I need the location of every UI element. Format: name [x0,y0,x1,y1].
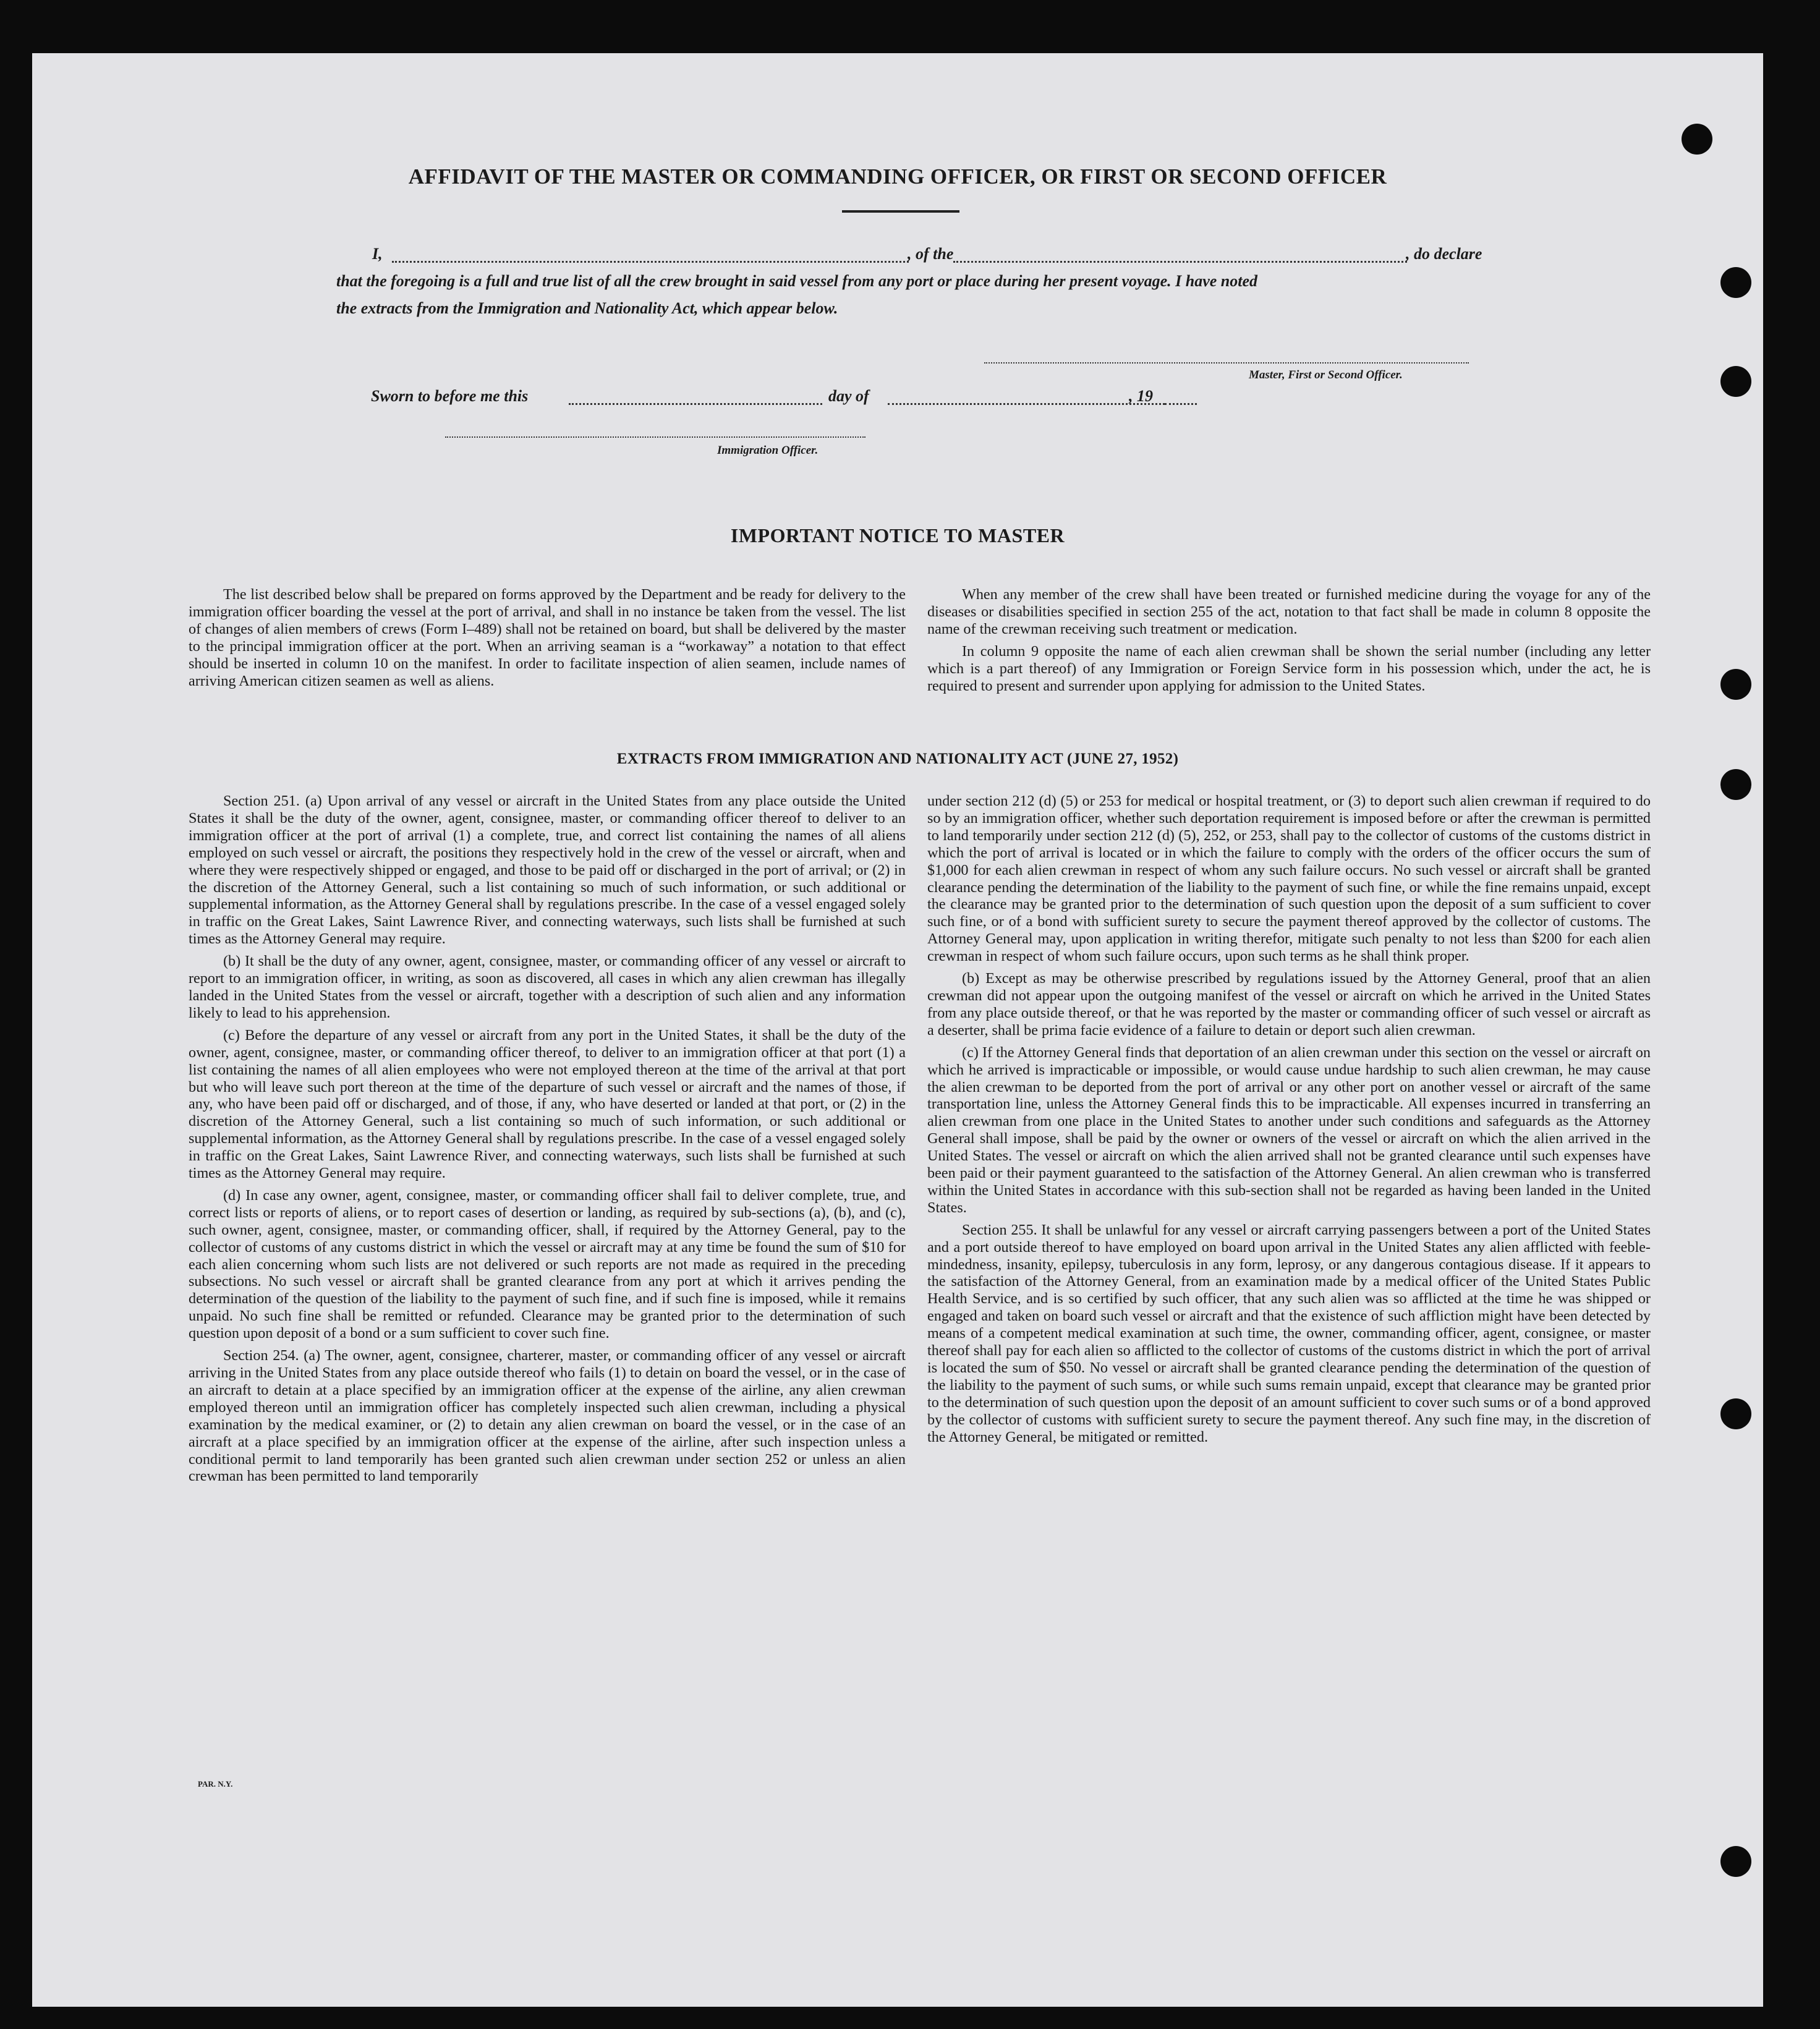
section-255: Section 255. It shall be unlawful for any vessel or aircraft carrying passengers between a port of the United States and a port outside thereof to have employed on board upon arrival in the United States any alien afflicted with feeble-mindedness, insanity, epilepsy, tuberculosis in any form, leprosy, or any dangerous contagious disease. If it appears to the satisfaction of the Attorney General, from an examination made by a medical officer of the United States Public Health Service, and is so certified by such officer, that any such alien was so afflicted at the time he was shipped or engaged and taken on board such vessel or aircraft and that the existence of such affliction might have been detected by means of a competent medical examination at such time, the owner, commanding officer, agent, consignee, or master thereof shall pay for each alien so afflicted to the collector of customs of the customs district in which the port of arrival is located the sum of $50. No vessel or aircraft shall be granted clearance pending the determination of the question of the liability to the payment of such sums, or while such sums remain unpaid, except that clearance may be granted prior to the determination of such question upon the deposit of an amount sufficient to cover such sums or of a bond approved by the collector of customs with sufficient surety to secure the payment thereof. Any such fine may, in the discretion of the Attorney General, be mitigated or remitted. [927,1221,1651,1445]
declaration-line-1: that the foregoing is a full and true list of all the crew brought in said vessel from any port or place during her present voyage. I have noted [336,272,1258,290]
section-254-c: (c) If the Attorney General finds that deportation of an alien crewman under this section on the vessel or aircraft on which he arrived is impracticable or impossible, or would cause undue hardship to such alien crewman, he may cause the alien crewman to be deported from the port of arrival or any other port on another vessel or aircraft of the same transportation line, unless the Attorney General finds this to be impracticable. All expenses incurred in transferring an alien crewman from one place in the United States to another under such conditions and safeguards as the Attorney General shall impose, shall be paid by the owner or owners of the vessel or aircraft on which the alien arrived in the United States. The vessel or aircraft on which the alien arrived shall not be granted clearance until such expenses have been paid or their payment guaranteed to the satisfaction of the Attorney General. An alien crewman who is transferred within the United States in accordance with this sub-section shall not be regarded as having been landed in the United States. [927,1044,1651,1216]
section-251-b: (b) It shall be the duty of any owner, agent, consignee, master, or commanding officer of any vessel or aircraft to report to an immigration officer, in writing, as soon as discovered, all cases in which any alien crewman has illegally landed in the United States from the vessel or aircraft, together with a description of such alien and any information likely to lead to his apprehension. [189,953,906,1021]
notice-title: IMPORTANT NOTICE TO MASTER [730,524,1065,547]
sworn-month-line[interactable] [888,403,1165,405]
notice-left-column [189,586,906,689]
i-label: I, [372,245,383,263]
sworn-day-line[interactable] [569,403,822,405]
notice-left-paragraph: The list described below shall be prepared on forms approved by the Department and be ready for delivery to the immigration officer boarding the vessel at the port of arrival, and shall in no instance be taken from the vessel. The list of changes of alien members of crews (Form I–489) shall not be retained on board, but shall be delivered by the master to the principal immigration officer at the port. When an arriving seaman is a “workaway” a notation to that effect should be inserted in column 10 on the manifest. In order to facilitate inspection of alien seamen, include names of arriving American citizen seamen as well as aliens. [189,586,906,689]
name-field-line[interactable] [392,261,909,263]
punch-hole [1720,1846,1751,1877]
of-the-label: , of the [908,245,954,263]
extracts-left-column [189,793,906,1485]
title-underline [842,210,959,213]
punch-hole [1682,124,1712,155]
punch-hole [1720,366,1751,397]
notice-right-column [927,586,1651,694]
declaration-line-2: the extracts from the Immigration and Nationality Act, which appear below. [336,299,838,317]
section-251-a: Section 251. (a) Upon arrival of any vessel or aircraft in the United States from any place outside the United States it shall be the duty of the owner, agent, consignee, master, or commanding officer thereof to deliver to an immigration officer at the port of arrival (1) a complete, true, and correct list containing the names of all aliens employed on such vessel or aircraft, the positions they respectively hold in the crew of the vessel or aircraft, when and where they were respectively shipped or engaged, and those to be paid off or discharged in the port of arrival; or (2) in the discretion of the Attorney General, such a list containing so much of such information, or such additional or supplemental information, as the Attorney General shall by regulations prescribe. In the case of a vessel engaged solely in traffic on the Great Lakes, Saint Lawrence River, and connecting waterways, such lists shall be furnished at such times as the Attorney General may require. [189,793,906,948]
section-251-c: (c) Before the departure of any vessel or aircraft from any port in the United States, it shall be the duty of the owner, agent, consignee, master, or commanding officer thereof, to deliver to an immigration officer at that port (1) a list containing the names of all alien employees who were not employed thereon at the time of the arrival at that port but who will leave such port thereon at the time of the departure of such vessel or aircraft and the names of those, if any, who have been paid off or discharged, and of those, if any, who have deserted or landed at that port, or (2) in the discretion of the Attorney General, such a list containing so much of such information, or such additional or supplemental information, as the Attorney General shall by regulations prescribe. In the case of a vessel engaged solely in traffic on the Great Lakes, Saint Lawrence River, and connecting waterways, such lists shall be furnished at such times as the Attorney General may require. [189,1026,906,1182]
master-signature-label: Master, First or Second Officer. [1249,368,1403,381]
year-label: , 19 [1129,387,1153,405]
punch-hole [1720,1398,1751,1429]
punch-hole [1720,267,1751,298]
section-254-a: Section 254. (a) The owner, agent, consignee, charterer, master, or commanding officer of any vessel or aircraft arriving in the United States from any place outside thereof who fails (1) to detain on board the vessel, or in the case of an aircraft to detain at a place specified by an immigration officer at the expense of the airline, any alien crewman employed thereon until an immigration officer has completely inspected such alien crewman, including a physical examination by the medical examiner, or (2) to detain any alien crewman on board the vessel, or in the case of an aircraft at a place specified by an immigration officer at the expense of the airline, after such inspection unless a conditional permit to land temporarily has been granted such alien crewman under section 252 or unless an alien crewman has been permitted to land temporarily [189,1347,906,1485]
notice-right-paragraph-2: In column 9 opposite the name of each alien crewman shall be shown the serial number (including any letter which is a part thereof) of any Immigration or Foreign Service form in his possession which, under the act, he is required to present and surrender upon applying for admission to the United States. [927,642,1651,694]
extracts-title: EXTRACTS FROM IMMIGRATION AND NATIONALITY ACT (JUNE 27, 1952) [616,751,1179,767]
immigration-officer-signature-line[interactable] [445,436,865,438]
day-of-label: day of [828,387,869,405]
punch-hole [1720,669,1751,700]
section-251-d: (d) In case any owner, agent, consignee, master, or commanding officer shall fail to deliver complete, true, and correct lists or reports of aliens, or to report cases of desertion or landing, as required by sub-sections (a), (b), and (c), such owner, agent, consignee, master, or commanding officer, shall, if required by the Attorney General, pay to the collector of customs of any customs district in which the vessel or aircraft may at any time be found the sum of $10 for each alien concerning whom such lists are not delivered or such reports are not made as required in the preceding subsections. No such vessel or aircraft shall be granted clearance from any port at which it arrives pending the determination of the question of the liability to the payment of such fine, and if such fine is imposed, while it remains unpaid. No such fine shall be remitted or refunded. Clearance may be granted prior to the determination of such question upon deposit of a bond or a sum sufficient to cover such fine. [189,1186,906,1342]
printer-mark: PAR. N.Y. [198,1779,233,1789]
master-signature-line[interactable] [984,362,1469,364]
vessel-field-line[interactable] [953,261,1407,263]
section-254-b: (b) Except as may be otherwise prescribed by regulations issued by the Attorney General, proof that an alien crewman did not appear upon the outgoing manifest of the vessel or aircraft on which he arrived in the United States from any place outside thereof, or that he was reported by the master or commanding officer of such vessel or aircraft as a deserter, shall be prima facie evidence of a failure to detain or deport such alien crewman. [927,970,1651,1039]
notice-right-paragraph-1: When any member of the crew shall have been treated or furnished medicine during the voyage for any of the diseases or disabilities specified in section 255 of the act, notation to that fact shall be made in column 8 opposite the name of the crewman receiving such treatment or medication. [927,586,1651,637]
sworn-year-line[interactable] [1165,403,1197,405]
immigration-officer-label: Immigration Officer. [717,444,819,457]
affidavit-title: AFFIDAVIT OF THE MASTER OR COMMANDING OFFICER, OR FIRST OR SECOND OFFICER [408,164,1387,189]
extracts-right-column [927,793,1651,1446]
punch-hole [1720,769,1751,800]
sworn-label: Sworn to before me this [371,387,529,405]
do-declare-label: , do declare [1406,245,1482,263]
section-254-a-continued: under section 212 (d) (5) or 253 for medical or hospital treatment, or (3) to deport such alien crewman if required to do so by an immigration officer, whether such deportation requirement is imposed before or after the crewman is permitted to land temporarily under section 212 (d) (5), 252, or 253, shall pay to the collector of customs of the customs district in which the port of arrival is located or in which the failure to comply with the orders of the officer occurs the sum of $1,000 for each alien crewman in respect of whom any such failure occurs. No such vessel or aircraft shall be granted clearance pending the determination of the liability to the payment of such fine, or while the fine remains unpaid, except the clearance may be granted prior to the determination of such question upon the deposit of a sum sufficient to cover such fine, or of a bond with sufficient surety to secure the payment thereof approved by the collector of customs. The Attorney General may, upon application in writing therefor, mitigate such penalty to not less than $200 for each alien crewman in respect of whom such failure occurs, upon such terms as he shall think proper. [927,793,1651,965]
document-page [32,53,1763,2007]
